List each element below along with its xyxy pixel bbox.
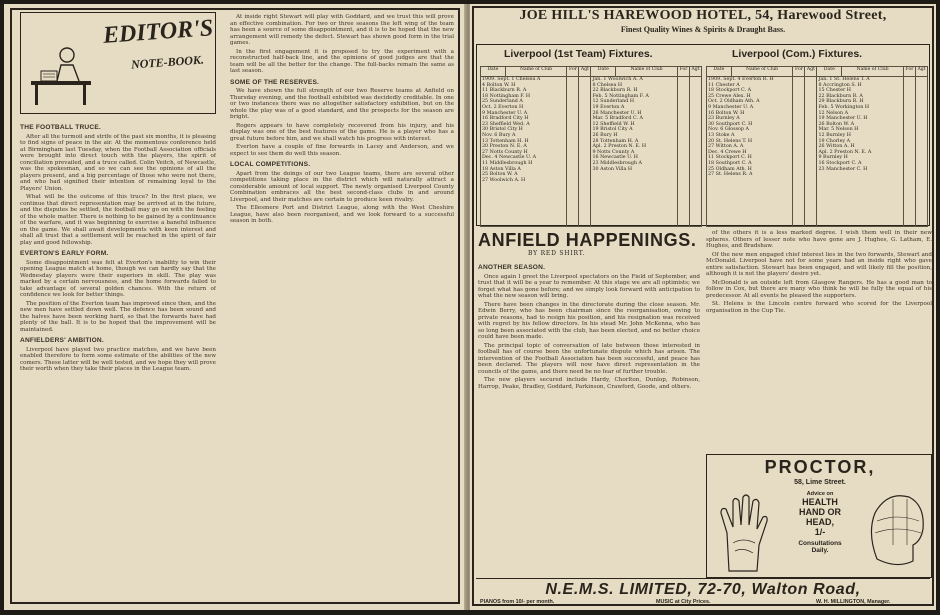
- fixture-header-cell: Agt: [579, 67, 591, 77]
- consultations-daily: Daily.: [811, 547, 829, 554]
- fixture-entry: Jan. 1 St. Helens T. A: [818, 77, 870, 82]
- fixture-header-cell: Name of Club: [842, 67, 904, 77]
- fixture-entry: 27 Woolwich A. H: [482, 177, 526, 183]
- left-column-1: [20, 120, 216, 598]
- banner-subtitle: NOTE-BOOK.: [130, 52, 205, 72]
- fixture-score-cell: [916, 77, 928, 227]
- fixture-entry: 8 Chelsea H: [592, 82, 623, 88]
- fixture-entry: 26 Bury H: [592, 132, 618, 138]
- nems-music: MUSIC at City Prices.: [656, 599, 711, 605]
- fixture-header-cell: Name of Club: [616, 67, 678, 77]
- fixture-entry: 13 Tottenham H. H: [482, 138, 529, 144]
- section-heading: THE FOOTBALL TRUCE.: [20, 124, 101, 131]
- article-paragraph: In the first engagement it is proposed to try the experiment with a reconstructed half-back line, and the opinions of good judges are that the team will be all the better for the change. The full-backs remain the same as last season.: [230, 48, 454, 74]
- fixture-entry: 12 Sunderland H: [592, 99, 635, 105]
- fixture-score-cell: [805, 77, 817, 227]
- advice-hand-or: HAND OR: [799, 507, 841, 517]
- fixture-entry: 28 Tottenham H. A: [592, 138, 639, 144]
- fixture-score-cell: [678, 77, 690, 227]
- fixture-list-cell: [707, 77, 793, 227]
- fixture-entry: 27 Witton A. A: [708, 144, 744, 150]
- fixture-header-cell: Name of Club: [731, 67, 793, 77]
- fixture-entry: 19 Manchester U. H: [818, 116, 868, 122]
- editor-at-desk-illustration: [27, 37, 97, 107]
- hotel-name: JOE HILL'S HAREWOOD HOTEL, 54, Harewood Street,: [519, 8, 887, 23]
- article-paragraph: Apart from the doings of our two League teams, there are several other competitions taking place in the district which will naturally attract a considerable amount of local support. The newly organised Liverpool County Combination embraces all the best second-class clubs in and around Liverpool, and their matches are certain to produce keen rivalry.: [230, 170, 454, 203]
- article-paragraph: What will be the outcome of this truce? In the first place, we continue that direct representation may be arrived at in the future, and the disputes be settled, the football may go on with the feeling of the whole matter. There is nothing to be gained by a continuance of the warfare, and it was beginning to exercise a baneful influence on the game. We shall await developments with keen interest and shall all trust that a settlement will be reached in the spirit of fair play and good fellowship.: [20, 194, 216, 246]
- fixture-entry: 26 Witton A. H: [818, 144, 855, 150]
- fixture-entry: Dec. 4 Crewe H: [708, 149, 747, 155]
- article-paragraph: We have shown the full strength of our two Reserve teams at Anfield on Thursday evening, and the football exhibited was decidedly creditable. In one or two instances there was no altogether satisfactory exhibition, but on the whole the play was of a good standard, and the prospects for the season are bright.: [230, 88, 454, 120]
- fixture-header-cell: For: [567, 67, 579, 77]
- fixtures-1st-title: Liverpool (1st Team) Fixtures.: [504, 48, 653, 60]
- advice-head: HEAD,: [805, 517, 834, 527]
- article-column-2: [706, 230, 932, 452]
- fixture-entry: 16 Newcastle U. H: [592, 155, 638, 161]
- fixture-entry: Nov. 6 Glossop A: [708, 127, 749, 133]
- article-paragraph: After all the turmoil and strife of the past six months, it is pleasing to find signs of peace in the air. At the momentous conference held at Birmingham last Tuesday, when the Football Association officials were brought into direct touch with the players, the spirit of conciliation prevailed, and a truce called. Colin Veitch, of Newcastle, was the spokesman, and so we can see the opinions of all the players present, and a big percentage of those who were not there, and who had signified their intention of remaining loyal to the Players' Union.: [20, 133, 216, 192]
- advice-on: Advice on: [806, 491, 834, 497]
- fixture-header-cell: Date: [481, 67, 506, 77]
- article-paragraph: Of the new men engaged chief interest lies in the two forwards, Stewart and McDonald. Liverpool have not for some years had an inside right who gave entire satisfaction. Stewart has been engaged, and will likely fill the position, although it is not the players' desire yet.: [706, 251, 932, 277]
- fixture-entry: 9 Notts County A: [592, 149, 635, 155]
- fixture-header-cell: Date: [707, 67, 732, 77]
- fixture-entry: 1909. Sept. 1 Chelsea A: [482, 77, 541, 82]
- fixture-entry: 12 Sheffield W. H: [592, 121, 635, 127]
- fixture-header-cell: Name of Club: [505, 67, 567, 77]
- fixture-entry: 30 Bristol City H: [482, 127, 523, 133]
- article-column-1: [478, 260, 700, 576]
- left-page: [4, 4, 466, 610]
- fixture-score-cell: [904, 77, 916, 227]
- section-heading: ANFIELDERS' AMBITION.: [20, 337, 104, 344]
- nems-advert: [476, 578, 930, 608]
- article-paragraph: The position of the Everton team has improved since then, and the new men have settled down well. The defence has been sound and the halves have been working hard, so that the forwards have had plenty of the ball. It is to be hoped that the improvement will be maintained.: [20, 300, 216, 333]
- fixture-entry: 8 Accrington S. H: [818, 82, 862, 88]
- fixture-score-cell: [690, 77, 702, 227]
- fixture-header-cell: Agt: [690, 67, 702, 77]
- proctor-address: 58, Lime Street.: [794, 479, 846, 486]
- article-paragraph: The principal topic of conversation of late between those interested in football has of course been the unfortunate dispute which has arisen. The intervention of the Football Association has been successful, and peace has been declared. The players will now have direct representation in the councils of the game, and there need be no fear of further trouble.: [478, 342, 700, 375]
- fixture-entry: 12 Burnley H: [818, 132, 851, 138]
- nems-manager: W. H. MILLINGTON, Manager.: [816, 599, 891, 605]
- fixture-entry: 23 Sheffield Wed. A: [482, 121, 530, 127]
- article-paragraph: There have been changes in the directorate during the close season. Mr. Edwin Berry, who has been chairman since the reorganisation, owing to private reasons, had to resign his position, and his resignation was received with regret by his fellow directors. In his stead Mr. John McKenna, who has so long been associated with the club, has been elected, and no better choice could have been made.: [478, 301, 700, 340]
- fixture-entry: 20 Preston N. E. A: [482, 144, 527, 150]
- section-heading: EVERTON'S EARLY FORM.: [20, 250, 109, 257]
- fixture-header-cell: For: [904, 67, 916, 77]
- advice-health: HEALTH: [802, 497, 838, 507]
- fixture-entry: 16 Stockport C. A: [818, 160, 862, 166]
- proctor-name: PROCTOR,: [764, 457, 876, 477]
- section-heading: SOME OF THE RESERVES.: [230, 78, 320, 86]
- fixture-entry: 1909. Sept. 4 Everton R. H: [708, 77, 774, 82]
- fixture-entry: 16 Bolton W. H: [708, 110, 745, 116]
- fixture-entry: 25 Oldham Ath. H: [708, 166, 752, 172]
- fixture-entry: Dec. 4 Newcastle U. A: [482, 155, 537, 161]
- fixture-entry: 19 Chorley A: [818, 138, 851, 144]
- fixture-entry: Apl. 2 Preston N. E. A: [818, 149, 872, 155]
- fixture-entry: 22 Blackburn R. H: [592, 88, 638, 94]
- banner-title: EDITOR'S: [102, 15, 215, 49]
- fixture-entry: 20 St. Helens T. H: [708, 138, 753, 144]
- fixture-entry: 26 Bolton W. A: [818, 121, 855, 127]
- section-heading: ANOTHER SEASON.: [478, 264, 546, 271]
- fixture-entry: 9 Burnley H: [818, 155, 848, 161]
- fixture-entry: 25 Bolton W. A: [482, 172, 518, 178]
- fixture-entry: Oct. 2 Oldham Ath. A: [708, 99, 760, 105]
- fixture-entry: 30 Southport C. H: [708, 121, 753, 127]
- fixture-entry: 27 St. Helens R. A: [708, 172, 753, 178]
- fixture-entry: 27 Notts County H: [482, 149, 528, 155]
- fixture-score-cell: [579, 77, 591, 227]
- article-paragraph: The new players secured include Hardy, Chorlton, Dunlop, Robinson, Harrop, Peake, Bradley, Goddard, Parkinson, Crawford, Goode, and others.: [478, 377, 700, 390]
- hotel-advert: [470, 8, 936, 34]
- fixture-entry: 23 Manchester C. H: [818, 166, 868, 172]
- article-paragraph: of the others it is a less marked degree. I wish them well in their new spheres. Others of lesser note who have gone are J. Hughes, G. Latham, E. Hughes, and Bradshaw.: [706, 230, 932, 249]
- article-paragraph: McDonald is an outside left from Glasgow Rangers. He has a good man to follow in Cox, but there are many who think he will be fully the equal of his predecessor. At all events he pleased the supporters.: [706, 279, 932, 299]
- fixture-list-cell: [591, 77, 678, 227]
- fixture-list-cell: [817, 77, 904, 227]
- fixture-entry: 15 Chester H: [818, 88, 851, 94]
- article-paragraph: The Ellesmere Port and District League, along with the West Cheshire League, have also been reorganised, and we look forward to a successful season in both.: [230, 205, 454, 224]
- article-paragraph: Some disappointment was felt at Everton's inability to win their opening League match at home, though we can hardly say that the Wednesday players were their superiors in skill. The play was marked by a certain nervousness, and the home forwards failed to take advantage of several golden chances. With the return of confidence we look for better things.: [20, 259, 216, 298]
- fixture-entry: 19 Bristol City A: [592, 127, 633, 133]
- section-heading: LOCAL COMPETITIONS.: [230, 161, 311, 168]
- fixture-entry: 18 Stockport C. A: [708, 88, 752, 94]
- editors-notebook-banner: [20, 12, 216, 114]
- fixture-entry: 25 Crewe Alex. H: [708, 93, 751, 99]
- fixture-entry: 18 Southport C. A: [708, 160, 752, 166]
- article-paragraph: At inside right Stewart will play with Goddard, and we trust this will prove an effective combination. For two or three seasons the left wing of the team has been a source of some disappointment, and it is to be hoped that the new arrangement will remedy the defect. Stewart has shown good form in the trial games.: [230, 14, 454, 46]
- proctor-advice-block: [779, 491, 861, 554]
- fixture-entry: 22 Blackburn R. A: [818, 93, 863, 99]
- advice-fee: 1/-: [814, 527, 826, 537]
- article-paragraph: Rogers appears to have completely recovered from his injury, and his display was one of the best features of the game. He is a player who has a great future before him, and we shall watch his progress with interest.: [230, 122, 454, 142]
- fixture-entry: 9 Manchester U. A: [708, 104, 754, 110]
- fixture-header-cell: For: [678, 67, 690, 77]
- fixture-entry: Feb. 5 Nottingham F. A: [592, 93, 649, 99]
- fixture-entry: 9 Manchester U. A: [482, 110, 528, 116]
- fixture-entry: 30 Aston Villa H: [592, 166, 633, 172]
- fixture-entry: Jan. 1 Woolwich A. A: [592, 77, 643, 82]
- left-column-2: [230, 14, 454, 598]
- article-paragraph: St. Helens is the Lincoln centre forward who scored for the Liverpool organisation in the Cup Tie.: [706, 301, 932, 314]
- phrenology-head-illustration: [863, 489, 929, 573]
- nems-title: N.E.M.S. LIMITED, 72-70, Walton Road,: [545, 581, 861, 598]
- fixture-header-cell: Agt: [805, 67, 817, 77]
- fixture-entry: 11 Stockport C. H: [708, 155, 752, 161]
- fixture-entry: 26 Manchester U. H: [592, 110, 642, 116]
- fixture-entry: 12 Nelson A: [818, 110, 849, 116]
- fixture-header-cell: For: [793, 67, 805, 77]
- fixture-score-cell: [793, 77, 805, 227]
- proctor-advert: [706, 454, 932, 578]
- fixture-entry: Oct. 2 Everton H: [482, 104, 524, 110]
- fixture-entry: Mar. 5 Nelson H: [818, 127, 859, 133]
- fixture-entry: 11 Chester A: [708, 82, 740, 88]
- article-paragraph: Everton have a couple of fine forwards in Lacey and Anderson, and we expect to see them do well this season.: [230, 144, 454, 157]
- fixture-entry: 29 Blackburn R. H: [818, 99, 864, 105]
- fixture-entry: 23 Burnley A: [708, 116, 740, 122]
- fixture-entry: Apl. 2 Preston N. E. H: [592, 144, 647, 150]
- article-paragraph: Once again I greet the Liverpool spectators on the Field of September, and trust that it will be a year to remember. At this stage we are all optimists; we forget what has gone before; and we simply look forward with anticipation to what the new season will bring.: [478, 273, 700, 299]
- fixture-entry: 13 Stoke A: [708, 132, 735, 138]
- consultations-label: Consultations: [798, 540, 842, 547]
- nems-pianos: PIANOS from 10/- per month.: [480, 599, 555, 605]
- fixture-entry: 18 Nottingham F. H: [482, 93, 531, 99]
- palm-hand-illustration: [715, 493, 773, 573]
- article-title: ANFIELD HAPPENINGS.: [478, 230, 697, 250]
- fixture-entry: 25 Sunderland A: [482, 99, 523, 105]
- fixtures-com-title: Liverpool (Com.) Fixtures.: [732, 48, 863, 60]
- fixtures-1st-table: [480, 66, 702, 227]
- article-byline: BY RED SHIRT.: [528, 250, 586, 257]
- fixture-entry: Feb. 5 Workington H: [818, 104, 870, 110]
- article-paragraph: Liverpool have played two practice matches, and we have been enabled therefore to form some estimate of the abilities of the new comers. These latter will be well tested, and we hope they will prove their worth when they take their places in the League team.: [20, 346, 216, 372]
- fixture-entry: 4 Bolton W. H: [482, 82, 516, 88]
- fixtures-com-table: [706, 66, 928, 227]
- fixture-entry: 16 Bradford City H: [482, 116, 529, 122]
- fixture-header-cell: Date: [591, 67, 616, 77]
- fixture-entry: 11 Middlesbrough H: [482, 160, 533, 166]
- fixture-entry: 11 Blackburn R. A: [482, 88, 527, 94]
- fixture-entry: 23 Middlesbrough A: [592, 160, 643, 166]
- hotel-slogan: Finest Quality Wines & Spirits & Draught Bass.: [620, 25, 786, 34]
- fixture-score-cell: [567, 77, 579, 227]
- right-page: [470, 4, 936, 610]
- fixture-entry: 19 Everton A: [592, 104, 625, 110]
- fixture-list-cell: [481, 77, 567, 227]
- fixture-entry: 18 Aston Villa A: [482, 166, 521, 172]
- fixture-header-cell: Agt: [916, 67, 928, 77]
- fixture-entry: Nov. 6 Bury A: [482, 132, 516, 138]
- fixture-entry: Mar. 5 Bradford C. A: [592, 116, 643, 122]
- fixture-header-cell: Date: [817, 67, 842, 77]
